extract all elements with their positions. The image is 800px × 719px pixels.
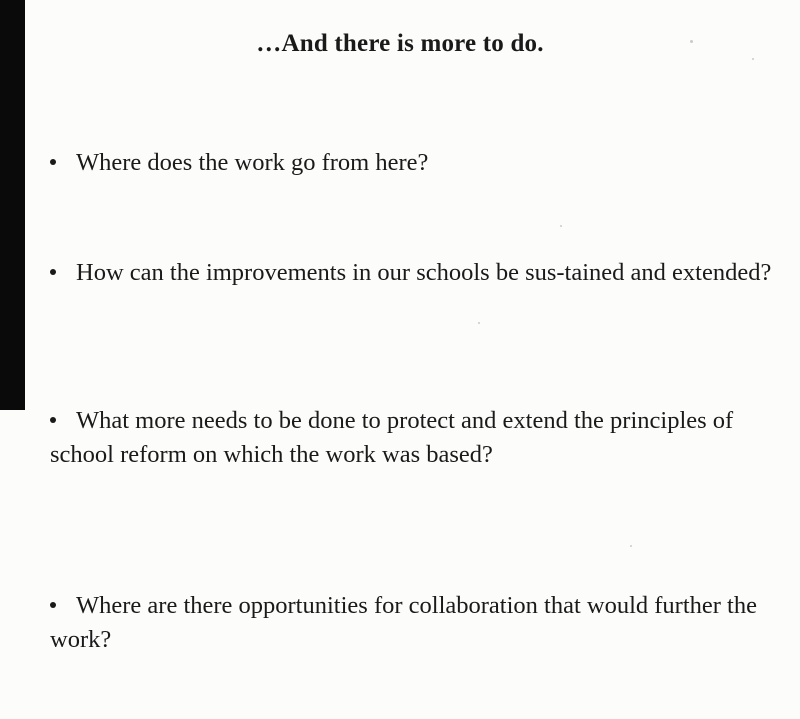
bullet-text: What more needs to be done to protect and extend the principles of school reform on which the work was based? — [50, 407, 734, 468]
bullet-text: Where does the work go from here? — [76, 149, 429, 176]
bullet-icon — [50, 417, 56, 423]
bullet-icon — [50, 602, 56, 608]
page-heading: …And there is more to do. — [256, 30, 544, 57]
bullet-text: How can the improvements in our schools be sus-tained and extended? — [76, 259, 772, 286]
bullet-item — [50, 146, 780, 180]
scan-speck — [560, 225, 562, 227]
bullet-item — [50, 404, 780, 472]
bullet-item — [50, 589, 780, 657]
bullet-text: Where are there opportunities for collaboration that would further the work? — [50, 592, 757, 653]
bullet-item — [50, 256, 780, 290]
scan-speck — [630, 545, 632, 547]
scan-edge-bar — [0, 0, 25, 410]
scan-speck — [752, 58, 754, 60]
bullet-icon — [50, 159, 56, 165]
bullet-icon — [50, 269, 56, 275]
scan-speck — [478, 322, 480, 324]
scan-speck — [690, 40, 693, 43]
